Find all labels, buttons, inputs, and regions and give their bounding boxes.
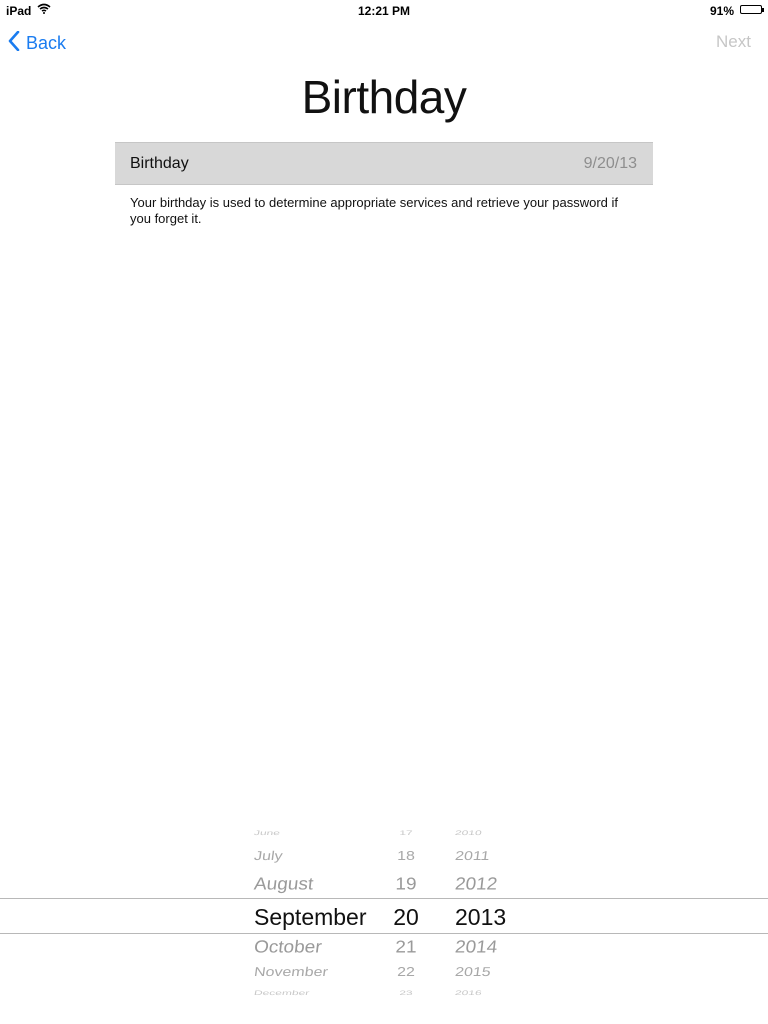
day-option[interactable]: 17 [399, 829, 413, 837]
year-option[interactable]: 2015 [454, 965, 492, 980]
clock: 12:21 PM [357, 4, 411, 18]
battery-percent: 91% [709, 4, 734, 18]
month-option[interactable]: August [252, 874, 315, 895]
chevron-left-icon [8, 31, 20, 56]
day-selected[interactable]: 20 [393, 904, 419, 930]
birthday-field-label: Birthday [130, 155, 189, 172]
year-selected[interactable]: 2013 [455, 904, 507, 930]
selection-bottom-line [0, 933, 768, 934]
month-option[interactable]: November [253, 965, 329, 980]
year-option[interactable]: 2016 [454, 989, 483, 997]
birthday-field-value: 9/20/13 [583, 155, 637, 172]
battery-icon [740, 5, 762, 14]
birthday-help-text: Your birthday is used to determine appropriate services and retrieve your password if you forget it. [130, 195, 618, 226]
month-option[interactable]: October [252, 937, 323, 958]
year-option[interactable]: 2010 [454, 829, 483, 837]
month-selected[interactable]: September [254, 904, 367, 930]
year-option[interactable]: 2011 [454, 849, 491, 864]
date-picker[interactable] [0, 820, 768, 1010]
day-option[interactable]: 22 [397, 965, 415, 980]
status-bar [0, 0, 768, 22]
day-option[interactable]: 21 [395, 937, 417, 958]
month-option[interactable]: December [253, 989, 311, 997]
selection-top-line [0, 898, 768, 899]
page-title: Birthday [301, 71, 467, 123]
back-label: Back [26, 32, 67, 53]
month-option[interactable]: June [253, 829, 281, 837]
year-option[interactable]: 2014 [453, 937, 499, 958]
day-option[interactable]: 18 [397, 849, 415, 864]
month-option[interactable]: July [253, 849, 284, 864]
day-option[interactable]: 19 [395, 874, 417, 895]
birthday-field[interactable] [115, 142, 653, 185]
device-name: iPad [6, 4, 32, 18]
next-button[interactable]: Next [716, 32, 751, 51]
year-option[interactable]: 2012 [453, 874, 499, 895]
back-button[interactable] [8, 30, 66, 56]
day-option[interactable]: 23 [399, 989, 413, 997]
